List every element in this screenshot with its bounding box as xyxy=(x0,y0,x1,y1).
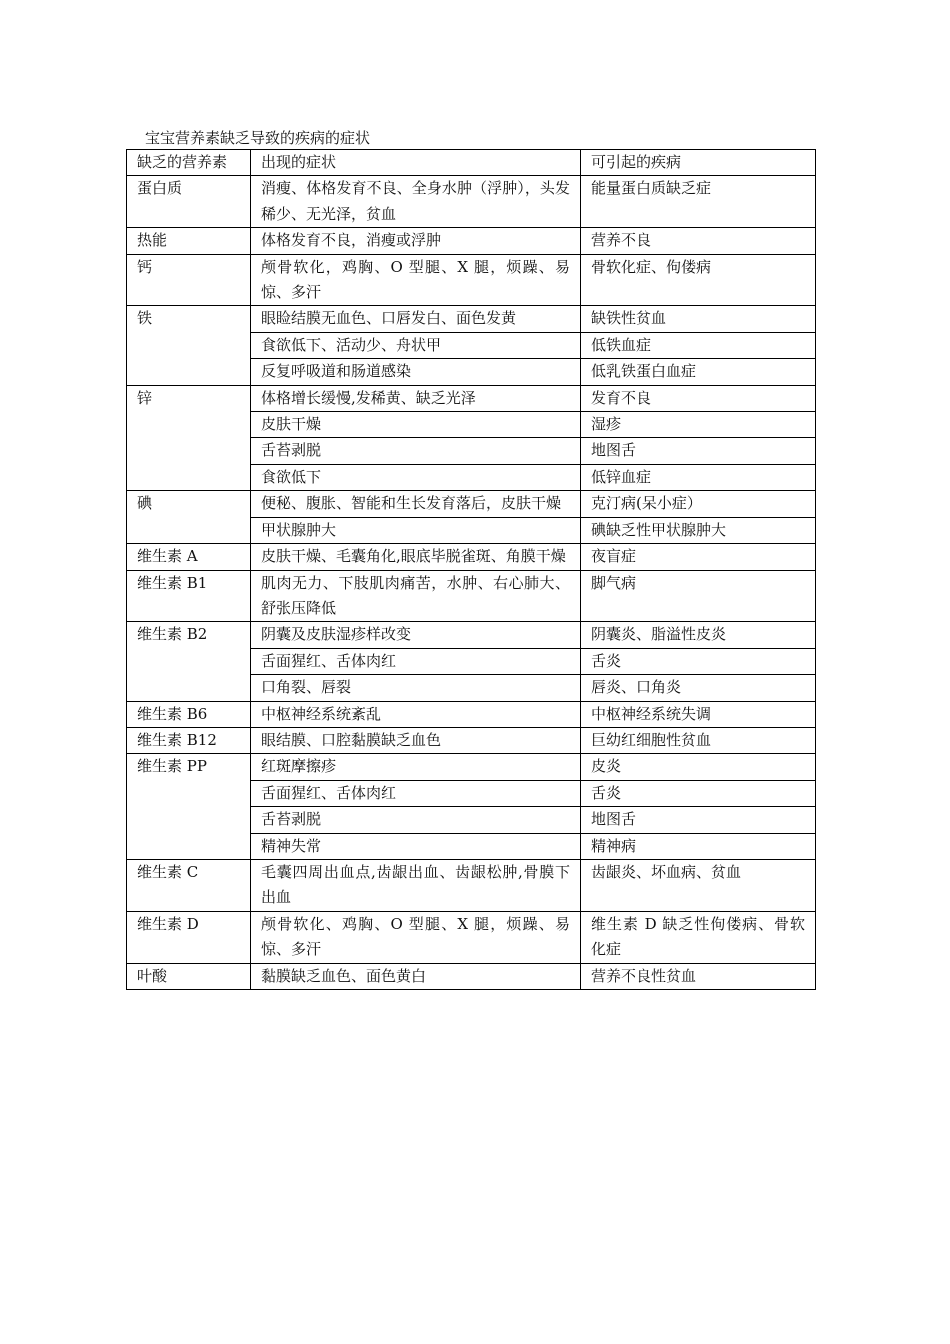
disease-cell: 缺铁性贫血 xyxy=(581,306,816,332)
symptom-cell: 肌肉无力、下肢肌肉痛苦，水肿、右心肺大、舒张压降低 xyxy=(251,570,581,622)
disease-cell: 克汀病(呆小症） xyxy=(581,491,816,517)
symptom-cell: 中枢神经系统紊乱 xyxy=(251,701,581,727)
nutrient-cell: 维生素 B1 xyxy=(127,570,251,622)
disease-cell: 地图舌 xyxy=(581,807,816,833)
table-row xyxy=(127,911,816,963)
symptom-cell: 食欲低下 xyxy=(251,464,581,490)
disease-cell: 中枢神经系统失调 xyxy=(581,701,816,727)
document-title: 宝宝营养素缺乏导致的疾病的症状 xyxy=(145,129,371,147)
symptom-cell: 皮肤干燥 xyxy=(251,412,581,438)
disease-cell: 湿疹 xyxy=(581,412,816,438)
disease-cell: 精神病 xyxy=(581,833,816,859)
nutrient-cell: 蛋白质 xyxy=(127,176,251,228)
disease-cell: 营养不良性贫血 xyxy=(581,963,816,989)
disease-cell: 舌炎 xyxy=(581,648,816,674)
disease-cell: 唇炎、口角炎 xyxy=(581,675,816,701)
disease-cell: 骨软化症、佝偻病 xyxy=(581,254,816,306)
disease-cell: 营养不良 xyxy=(581,228,816,254)
symptom-cell: 消瘦、体格发育不良、全身水肿（浮肿），头发稀少、无光泽，贫血 xyxy=(251,176,581,228)
symptom-cell: 皮肤干燥、毛囊角化,眼底毕脱雀斑、角膜干燥 xyxy=(251,544,581,570)
disease-cell: 地图舌 xyxy=(581,438,816,464)
symptom-cell: 体格发育不良，消瘦或浮肿 xyxy=(251,228,581,254)
disease-cell: 能量蛋白质缺乏症 xyxy=(581,176,816,228)
symptom-cell: 口角裂、唇裂 xyxy=(251,675,581,701)
symptom-cell: 精神失常 xyxy=(251,833,581,859)
nutrient-cell: 维生素 PP xyxy=(127,754,251,860)
nutrient-cell: 维生素 C xyxy=(127,859,251,911)
table-row xyxy=(127,570,816,622)
symptom-cell: 毛囊四周出血点,齿龈出血、齿龈松肿,骨膜下出血 xyxy=(251,859,581,911)
disease-cell: 皮炎 xyxy=(581,754,816,780)
symptom-cell: 食欲低下、活动少、舟状甲 xyxy=(251,332,581,358)
table-row xyxy=(127,491,816,517)
symptom-cell: 甲状腺肿大 xyxy=(251,517,581,543)
nutrient-cell: 维生素 B6 xyxy=(127,701,251,727)
table-row xyxy=(127,622,816,648)
symptom-cell: 便秘、腹胀、智能和生长发育落后，皮肤干燥 xyxy=(251,491,581,517)
nutrient-cell: 热能 xyxy=(127,228,251,254)
table-row xyxy=(127,727,816,753)
symptom-cell: 眼结膜、口腔黏膜缺乏血色 xyxy=(251,727,581,753)
nutrient-cell: 维生素 A xyxy=(127,544,251,570)
disease-cell: 低乳铁蛋白血症 xyxy=(581,359,816,385)
disease-cell: 巨幼红细胞性贫血 xyxy=(581,727,816,753)
symptom-cell: 反复呼吸道和肠道感染 xyxy=(251,359,581,385)
header-disease: 可引起的疾病 xyxy=(581,150,816,176)
header-nutrient: 缺乏的营养素 xyxy=(127,150,251,176)
header-symptom: 出现的症状 xyxy=(251,150,581,176)
disease-cell: 阴囊炎、脂溢性皮炎 xyxy=(581,622,816,648)
table-row xyxy=(127,254,816,306)
table-row xyxy=(127,963,816,989)
symptom-cell: 舌苔剥脱 xyxy=(251,438,581,464)
symptom-cell: 黏膜缺乏血色、面色黄白 xyxy=(251,963,581,989)
disease-cell: 脚气病 xyxy=(581,570,816,622)
nutrient-cell: 锌 xyxy=(127,385,251,491)
table-row xyxy=(127,176,816,228)
symptom-cell: 颅骨软化、鸡胸、O 型腿、X 腿，烦躁、易惊、多汗 xyxy=(251,911,581,963)
table-row xyxy=(127,701,816,727)
nutrient-deficiency-table xyxy=(126,149,816,990)
nutrient-cell: 铁 xyxy=(127,306,251,385)
symptom-cell: 颅骨软化，鸡胸、O 型腿、X 腿，烦躁、易惊、多汗 xyxy=(251,254,581,306)
symptom-cell: 红斑摩擦疹 xyxy=(251,754,581,780)
nutrient-cell: 叶酸 xyxy=(127,963,251,989)
disease-cell: 维生素 D 缺乏性佝偻病、骨软化症 xyxy=(581,911,816,963)
disease-cell: 发育不良 xyxy=(581,385,816,411)
symptom-cell: 舌苔剥脱 xyxy=(251,807,581,833)
table-header-row xyxy=(127,150,816,176)
nutrient-cell: 维生素 B12 xyxy=(127,727,251,753)
table-row xyxy=(127,228,816,254)
symptom-cell: 眼睑结膜无血色、口唇发白、面色发黄 xyxy=(251,306,581,332)
symptom-cell: 体格增长缓慢,发稀黄、缺乏光泽 xyxy=(251,385,581,411)
disease-cell: 低锌血症 xyxy=(581,464,816,490)
disease-cell: 齿龈炎、坏血病、贫血 xyxy=(581,859,816,911)
nutrient-cell: 维生素 D xyxy=(127,911,251,963)
symptom-cell: 阴囊及皮肤湿疹样改变 xyxy=(251,622,581,648)
nutrient-cell: 钙 xyxy=(127,254,251,306)
table-row xyxy=(127,859,816,911)
table-body xyxy=(127,176,816,990)
disease-cell: 夜盲症 xyxy=(581,544,816,570)
symptom-cell: 舌面猩红、舌体肉红 xyxy=(251,780,581,806)
symptom-cell: 舌面猩红、舌体肉红 xyxy=(251,648,581,674)
disease-cell: 舌炎 xyxy=(581,780,816,806)
table-row xyxy=(127,544,816,570)
nutrient-cell: 碘 xyxy=(127,491,251,544)
disease-cell: 低铁血症 xyxy=(581,332,816,358)
disease-cell: 碘缺乏性甲状腺肿大 xyxy=(581,517,816,543)
table-row xyxy=(127,306,816,332)
nutrient-cell: 维生素 B2 xyxy=(127,622,251,701)
table-row xyxy=(127,385,816,411)
table-row xyxy=(127,754,816,780)
